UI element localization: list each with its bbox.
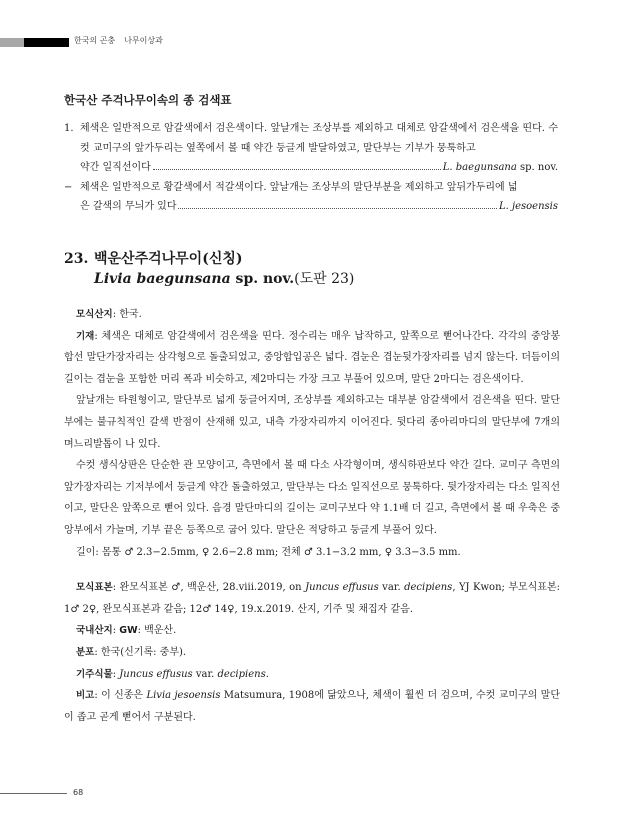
leader-dots (178, 208, 497, 209)
couplet-number: − (64, 181, 73, 193)
species-account (64, 304, 560, 728)
leader-dots (153, 169, 441, 170)
couplet-text: 체색은 일반적으로 황갈색에서 적갈색이다. 앞날개는 조상부의 말단부분을 제외하고 앞뒤가두리에 넓 (80, 181, 518, 193)
description-para-3: 수컷 생식상판은 단순한 관 모양이고, 측면에서 볼 때 다소 사각형이며, 생식하판보다 약간 길다. 교미구 측면의 앞가장자리는 기저부에서 둥글게 약간 돌출하였고, 말단부는 다소 일직선으로 뭉툭하다. 뒷가장자리는 다소 일직선이고, 말단은 앞쪽으로 뻗어 있다. 음경 말단마디의 길이는 교미구보다 약 1.1배 더 길고, 측면에서 볼 때 우축은 중앙부에서 가늘며, 기부 끝은 등쪽으로 굽어 있다. 말단은 적당하고 둥글게 부풀어 있다. (64, 460, 560, 536)
description-para-1: 기재: 체색은 대체로 암갈색에서 검은색을 띤다. 정수리는 매우 납작하고, 앞쪽으로 뻗어나간다. 각각의 중앙봉합선 말단가장자리는 삼각형으로 돌출되었고, 중앙합입공은 넓다. 겹눈은 겹눈뒷가장자리를 넘지 않는다. 더듬이의 길이는 겹눈을 포함한 머리 폭과 비슷하고, 제2마디는 가장 크고 부풀어 있으며, 말단 2마디는 검은색이다. (64, 330, 560, 385)
identification-key (64, 119, 558, 217)
type-locality: 모식산지: 한국. (76, 309, 142, 320)
key-couplet-2 (64, 178, 558, 217)
korean-locality: 국내산지: GW: 백운산. (76, 625, 177, 637)
couplet-taxon: L. jesoensis (499, 201, 558, 212)
type-specimens: 모식표본: 완모식표본 ♂, 백운산, 28.viii.2019, on Juncus effusus var. decipiens, YJ Kwon; 부모식표본: 1♂ 2♀, 완모식표본과 같음; 12♂ 14♀, 19.x.2019. 산지, 기주 및 채집자 같음. (64, 582, 560, 615)
species-scientific-name: Livia baegunsana sp. nov.(도판 23) (94, 271, 355, 287)
description-para-2: 앞날개는 타원형이고, 말단부로 넓게 둥글어지며, 조상부를 제외하고는 대부분 암갈색에서 검은색을 띤다. 말단부에는 불규칙적인 갈색 반점이 산재해 있고, 내측 가장자리까지 이어진다. 뒷다리 종아리마디의 말단부에 7개의 며느리발톱이 나 있다. (64, 395, 560, 450)
couplet-number: 1. (64, 123, 74, 134)
plate-reference: (도판 23) (294, 271, 355, 287)
couplet-lead: 은 갈색의 무늬가 있다 L. jesoensis (80, 197, 558, 217)
running-header (74, 35, 163, 46)
book-title: 한국의 곤충 (74, 36, 116, 45)
chapter-title: 나무이상과 (124, 36, 163, 45)
measurements: 길이: 몸통 ♂ 2.3−2.5mm, ♀ 2.6−2.8 mm; 전체 ♂ 3.1−3.2 mm, ♀ 3.3−3.5 mm. (76, 546, 461, 558)
couplet-text: 체색은 일반적으로 암갈색에서 검은색이다. 앞날개는 조상부를 제외하고 대체로 암갈색에서 검은색을 띤다. 수컷 교미구의 앞가두리는 옆쪽에서 볼 때 약간 둥글게 발달하였고, 말단부는 기부가 뭉툭하고 (80, 123, 558, 154)
host-plant: 기주식물: Juncus effusus var. decipiens. (76, 668, 269, 680)
key-couplet-1 (64, 119, 558, 178)
remarks: 비고: 이 신종은 Livia jesoensis Matsumura, 1908에 닮았으나, 체색이 훨씬 더 검으며, 수컷 교미구의 말단이 좁고 곧게 뻗어서 구분된다. (64, 690, 560, 723)
species-heading (64, 249, 354, 289)
footer-rule (0, 793, 67, 794)
key-title: 한국산 주걱나무이속의 종 검색표 (64, 93, 232, 107)
couplet-taxon: L. baegunsana sp. nov. (442, 162, 558, 173)
species-number: 23. (64, 251, 89, 267)
distribution: 분포: 한국(신기록: 중부). (76, 646, 187, 658)
page-number: 68 (73, 788, 84, 797)
header-bar-gray (0, 38, 24, 47)
couplet-lead: 약간 일직선이다 L. baegunsana sp. nov. (80, 158, 558, 178)
species-korean-name: 백운산주걱나무이(신칭) (94, 251, 243, 267)
header-bar-black (24, 38, 69, 47)
